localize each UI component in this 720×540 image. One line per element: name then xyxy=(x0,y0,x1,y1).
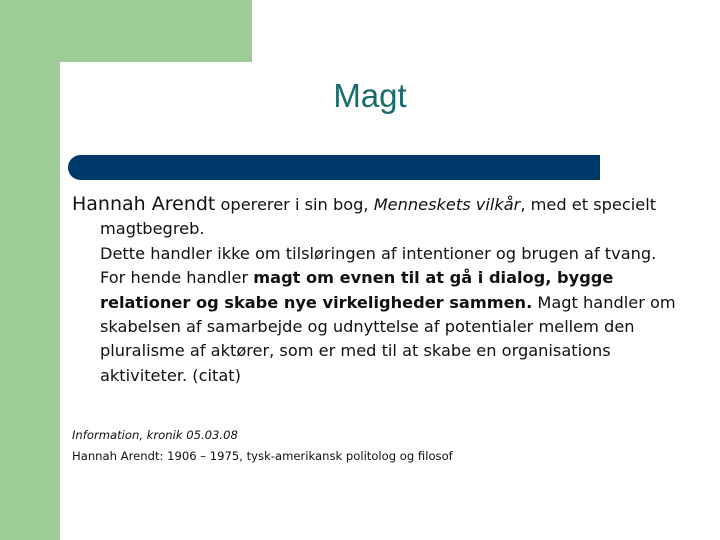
intro-text-a: opererer i sin bog, xyxy=(215,195,374,214)
body-bold-text: magt om evnen til at gå i dialog, bygge relationer og skabe nye virkeligheder sammen. xyxy=(100,268,614,312)
source-notes xyxy=(72,425,672,467)
author-bio: Hannah Arendt: 1906 – 1975, tysk-amerikansk politolog og filosof xyxy=(72,449,453,463)
content-corner xyxy=(60,62,100,102)
author-name: Hannah Arendt xyxy=(72,193,216,215)
source-citation: Information, kronik 05.03.08 xyxy=(72,428,238,442)
slide-body xyxy=(72,192,682,388)
paragraph-body xyxy=(72,242,682,388)
slide-title: Magt xyxy=(333,77,407,114)
body-text-a: Dette handler ikke om tilsløringen af intentioner og brugen af tvang. For hende handler xyxy=(100,243,657,288)
book-title: Menneskets vilkår xyxy=(373,195,521,214)
title-divider-bar xyxy=(68,155,600,180)
top-accent-band xyxy=(0,0,252,62)
left-accent-band xyxy=(0,0,60,540)
body-text-b: Magt handler om skabelsen af samarbejde og udnyttelse af potentialer mellem den pluralisme af aktører, som er med til at skabe en organisations aktiviteter. (citat) xyxy=(100,292,676,385)
paragraph-intro xyxy=(72,192,682,242)
intro-text-b: , med et specielt magtbegreb. xyxy=(100,195,657,239)
